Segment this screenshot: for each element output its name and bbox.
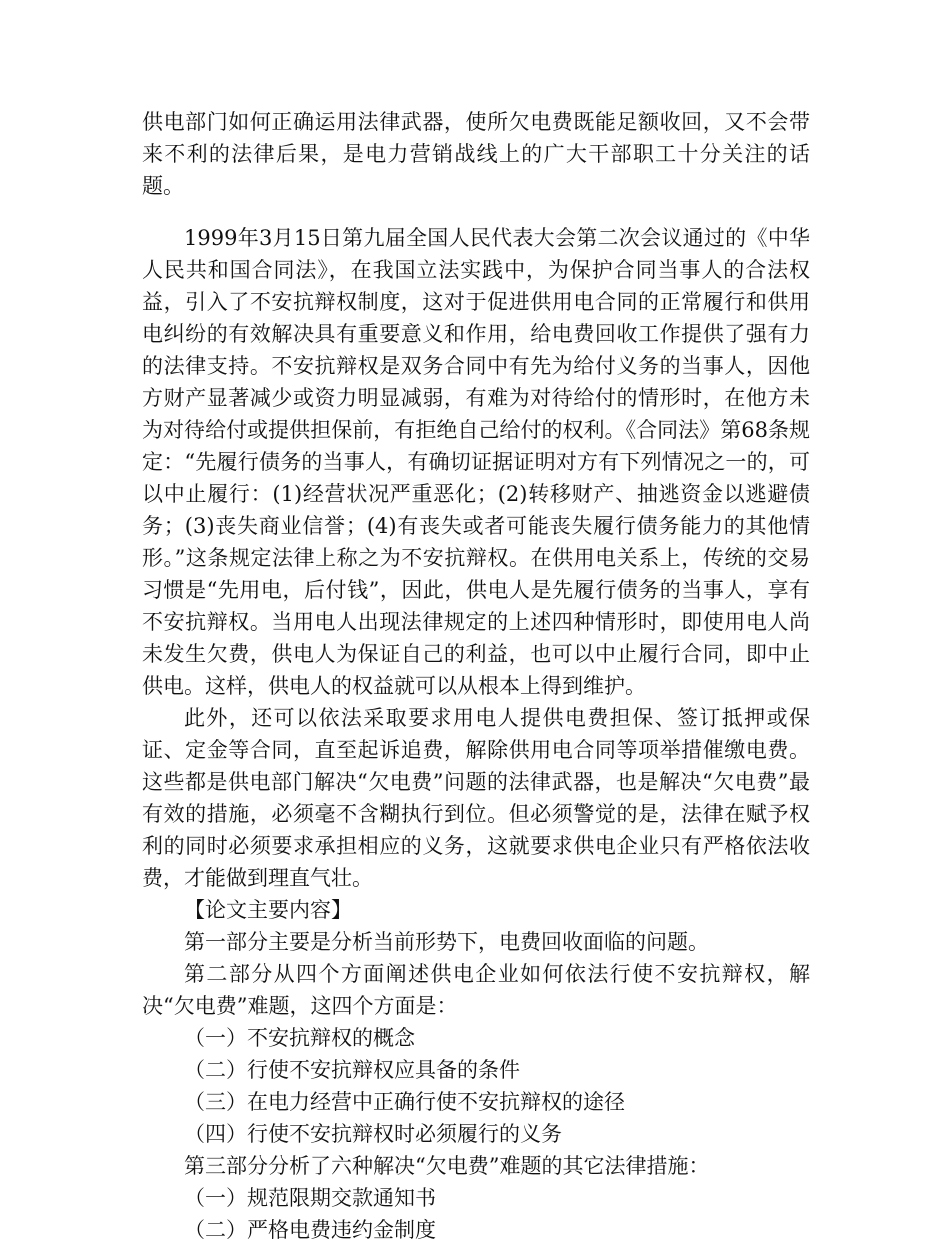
list-item-part2-2: （二）行使不安抗辩权应具备的条件	[184, 1058, 520, 1082]
paragraph-intro: 供电部门如何正确运用法律武器，使所欠电费既能足额收回，又不会带来不利的法律后果，是电力营销战线上的广大干部职工十分关注的话题。	[142, 110, 810, 198]
paragraph-part-three: 第三部分分析了六种解决“欠电费”难题的其它法律措施：	[184, 1154, 710, 1178]
section-heading-main-content: 【论文主要内容】	[184, 898, 352, 922]
document-body	[142, 106, 810, 1246]
paragraph-part-one: 第一部分主要是分析当前形势下，电费回收面临的问题。	[184, 930, 709, 954]
list-item-part2-1: （一）不安抗辩权的概念	[184, 1026, 415, 1050]
list-item-part3-1: （一）规范限期交款通知书	[184, 1186, 436, 1210]
paragraph-contract-law: 1999年3月15日第九届全国人民代表大会第二次会议通过的《中华人民共和国合同法》，在我国立法实践中，为保护合同当事人的合法权益，引入了不安抗辩权制度，这对于促进供用电合同的正常履行和供用电纠纷的有效解决具有重要意义和作用，给电费回收工作提供了强有力的法律支持。不安抗辩权是双务合同中有先为给付义务的当事人，因他方财产显著减少或资力明显减弱，有难为对待给付的情形时，在他方未为对待给付或提供担保前，有拒绝自己给付的权利。《合同法》第68条规定：“先履行债务的当事人，有确切证据证明对方有下列情况之一的，可以中止履行：(1)经营状况严重恶化；(2)转移财产、抽逃资金以逃避债务；(3)丧失商业信誉；(4)有丧失或者可能丧失履行债务能力的其他情形。”这条规定法律上称之为不安抗辩权。在供用电关系上，传统的交易习惯是“先用电，后付钱”，因此，供电人是先履行债务的当事人，享有不安抗辩权。当用电人出现法律规定的上述四种情形时，即使用电人尚未发生欠费，供电人为保证自己的利益，也可以中止履行合同，即中止供电。这样，供电人的权益就可以从根本上得到维护。	[142, 226, 810, 698]
paragraph-part-two: 第二部分从四个方面阐述供电企业如何依法行使不安抗辩权，解决“欠电费”难题，这四个方面是：	[142, 962, 810, 1018]
list-item-part2-4: （四）行使不安抗辩权时必须履行的义务	[184, 1122, 562, 1146]
list-item-part2-3: （三）在电力经营中正确行使不安抗辩权的途径	[184, 1090, 625, 1114]
paragraph-other-measures: 此外，还可以依法采取要求用电人提供电费担保、签订抵押或保证、定金等合同，直至起诉追费，解除供用电合同等项举措催缴电费。这些都是供电部门解决“欠电费”问题的法律武器，也是解决“欠电费”最有效的措施，必须毫不含糊执行到位。但必须警觉的是，法律在赋予权利的同时必须要求承担相应的义务，这就要求供电企业只有严格依法收费，才能做到理直气壮。	[142, 706, 810, 890]
list-item-part3-2: （二）严格电费违约金制度	[184, 1218, 436, 1242]
